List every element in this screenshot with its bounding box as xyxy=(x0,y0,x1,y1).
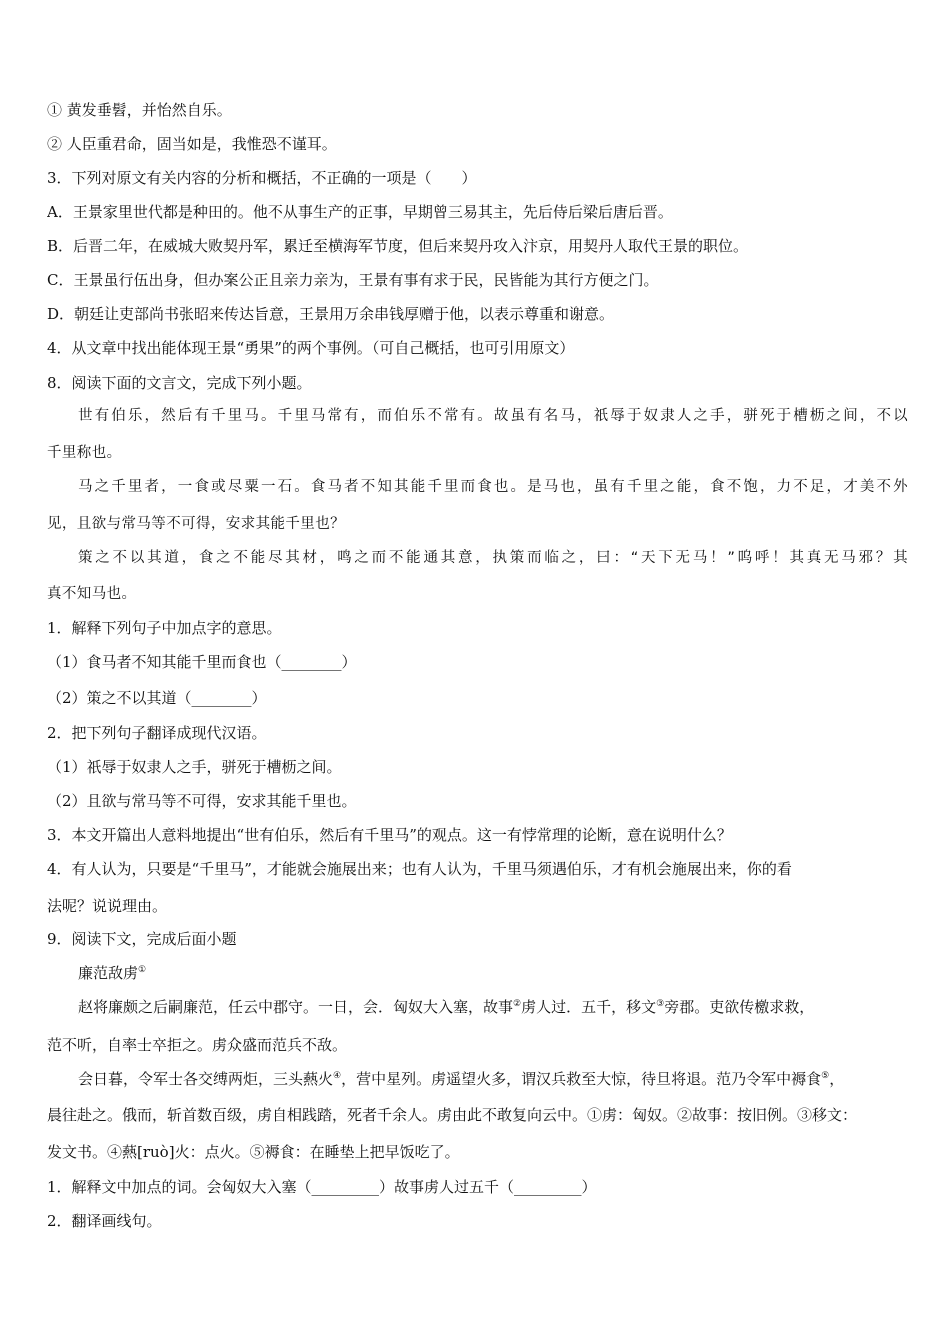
passage-line: 赵将廉颇之后嗣廉范，任云中郡守。一日，会．匈奴大入塞，故事②虏人过．五千，移文③旁郡。吏欲传檄求救， xyxy=(78,998,815,1016)
question-4: 4．从文章中找出能体现王景“勇果”的两个事例。（可自己概括，也可引用原文） xyxy=(47,339,575,357)
option-a: A．王景家里世代都是种田的。他不从事生产的正事，早期曾三易其主，先后侍后梁后唐后晋。 xyxy=(47,203,673,221)
passage-line: 策之不以其道，食之不能尽其材，鸣之而不能通其意，执策而临之，曰：“天下无马！”呜呼！其真无马邪？其 xyxy=(78,550,908,566)
option-d: D．朝廷让吏部尚书张昭来传达旨意，王景用万余串钱厚赠于他，以表示尊重和谢意。 xyxy=(47,305,615,323)
sub-question: （1）食马者不知其能千里而食也（________） xyxy=(47,653,357,671)
section-8-heading: 8．阅读下面的文言文，完成下列小题。 xyxy=(47,374,312,392)
passage-line: 千里称也。 xyxy=(47,445,122,461)
passage-line: 发文书。④爇[ruò]火：点火。⑤褥食：在睡垫上把早饭吃了。 xyxy=(47,1143,460,1161)
passage-line: 马之千里者，一食或尽粟一石。食马者不知其能千里而食也。是马也，虽有千里之能，食不饱，力不足，才美不外 xyxy=(78,479,908,495)
question-3: 3．本文开篇出人意料地提出“世有伯乐，然后有千里马”的观点。这一有悖常理的论断，意在说明什么？ xyxy=(47,826,732,844)
question-1: 1．解释下列句子中加点字的意思。 xyxy=(47,619,282,637)
sub-question: （2）且欲与常马等不可得，安求其能千里也。 xyxy=(47,792,357,810)
text-line: ② 人臣重君命，固当如是，我惟恐不谨耳。 xyxy=(47,135,337,153)
question-2: 2．把下列句子翻译成现代汉语。 xyxy=(47,724,267,742)
passage-title: 廉范敌虏① xyxy=(78,964,147,982)
question-4-cont: 法呢？说说理由。 xyxy=(47,897,168,915)
option-c: C．王景虽行伍出身，但办案公正且亲力亲为，王景有事有求于民，民皆能为其行方便之门。 xyxy=(47,271,659,289)
passage-line: 会日暮，令军士各交缚两炬，三头爇火④，营中星列。虏遥望火多，谓汉兵救至大惊，待旦将退。范乃令军中褥食⑤， xyxy=(78,1070,845,1088)
question-4: 4．有人认为，只要是“千里马”，才能就会施展出来；也有人认为，千里马须遇伯乐，才有机会施展出来，你的看 xyxy=(47,860,792,878)
question-3: 3．下列对原文有关内容的分析和概括，不正确的一项是（ ） xyxy=(47,169,477,187)
section-9-heading: 9．阅读下文，完成后面小题 xyxy=(47,930,237,948)
passage-line: 世有伯乐，然后有千里马。千里马常有，而伯乐不常有。故虽有名马，祇辱于奴隶人之手，骈死于槽枥之间，不以 xyxy=(78,408,908,424)
passage-line: 范不听，自率士卒拒之。虏众盛而范兵不敌。 xyxy=(47,1036,348,1054)
text-line: ① 黄发垂髫，并怡然自乐。 xyxy=(47,101,232,119)
passage-line: 见，且欲与常马等不可得，安求其能千里也？ xyxy=(47,516,345,532)
passage-line: 晨往赴之。俄而，斩首数百级，虏自相践踏，死者千余人。虏由此不敢复向云中。①虏：匈奴。②故事：按旧例。③移文： xyxy=(47,1106,858,1124)
sub-question: （2）策之不以其道（________） xyxy=(47,689,267,707)
passage-line: 真不知马也。 xyxy=(47,586,137,602)
option-b: B．后晋二年，在威城大败契丹军，累迁至横海军节度，但后来契丹攻入汴京，用契丹人取代王景的职位。 xyxy=(47,237,749,255)
sub-question: （1）祇辱于奴隶人之手，骈死于槽枥之间。 xyxy=(47,758,342,776)
question-1: 1．解释文中加点的词。会匈奴大入塞（_________）故事虏人过五千（_________） xyxy=(47,1178,597,1196)
question-2: 2．翻译画线句。 xyxy=(47,1212,162,1230)
